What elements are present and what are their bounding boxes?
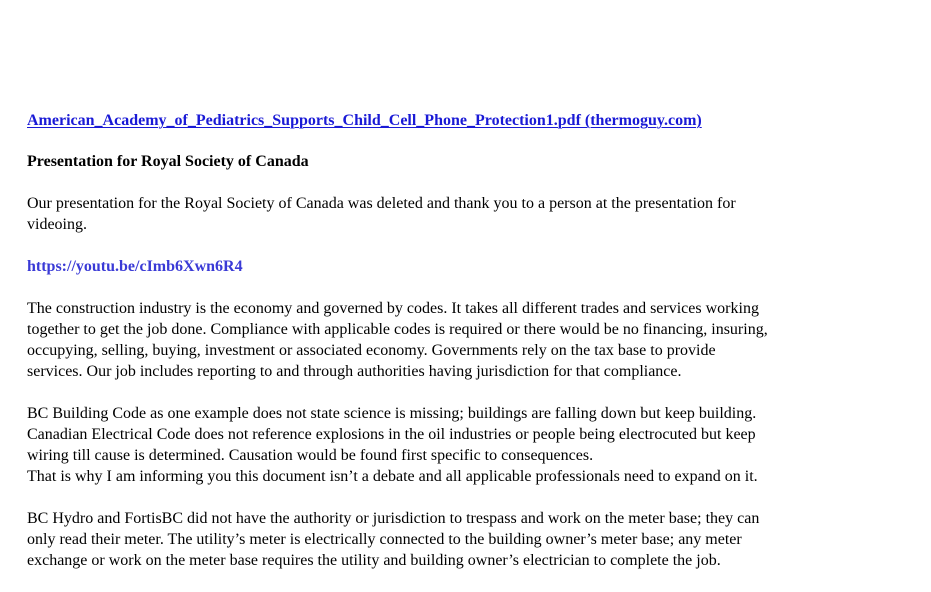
text-line: That is why I am informing you this document isn’t a debate and all applicable professionals need to expand on it. bbox=[27, 468, 758, 485]
building-code-paragraph bbox=[27, 403, 907, 487]
text-line: services. Our job includes reporting to and through authorities having jurisdiction for that compliance. bbox=[27, 363, 682, 380]
pdf-link[interactable]: American_Academy_of_Pediatrics_Supports_Child_Cell_Phone_Protection1.pdf (thermoguy.com) bbox=[27, 112, 702, 129]
intro-paragraph bbox=[27, 193, 907, 235]
text-line: exchange or work on the meter base requires the utility and building owner’s electrician to complete the job. bbox=[27, 552, 721, 569]
text-line: Our presentation for the Royal Society of Canada was deleted and thank you to a person at the presentation for bbox=[27, 195, 736, 212]
text-line: videoing. bbox=[27, 216, 87, 233]
text-line: Canadian Electrical Code does not reference explosions in the oil industries or people being electrocuted but keep bbox=[27, 426, 756, 443]
text-line: The construction industry is the economy and governed by codes. It takes all different trades and services working bbox=[27, 300, 759, 317]
text-line: BC Building Code as one example does not state science is missing; buildings are falling down but keep building. bbox=[27, 405, 757, 422]
text-line: wiring till cause is determined. Causation would be found first specific to consequences. bbox=[27, 447, 594, 464]
pdf-link-line bbox=[27, 110, 907, 131]
text-line: together to get the job done. Compliance with applicable codes is required or there would be no financing, insuring, bbox=[27, 321, 768, 338]
document-body bbox=[27, 110, 907, 592]
construction-paragraph bbox=[27, 298, 907, 382]
text-line: only read their meter. The utility’s meter is electrically connected to the building owner’s meter base; any meter bbox=[27, 531, 742, 548]
utility-paragraph bbox=[27, 508, 907, 571]
section-heading: Presentation for Royal Society of Canada bbox=[27, 153, 309, 170]
text-line: BC Hydro and FortisBC did not have the authority or jurisdiction to trespass and work on the meter base; they can bbox=[27, 510, 760, 527]
video-url[interactable]: https://youtu.be/cImb6Xwn6R4 bbox=[27, 258, 243, 275]
text-line: occupying, selling, buying, investment or associated economy. Governments rely on the tax base to provide bbox=[27, 342, 716, 359]
